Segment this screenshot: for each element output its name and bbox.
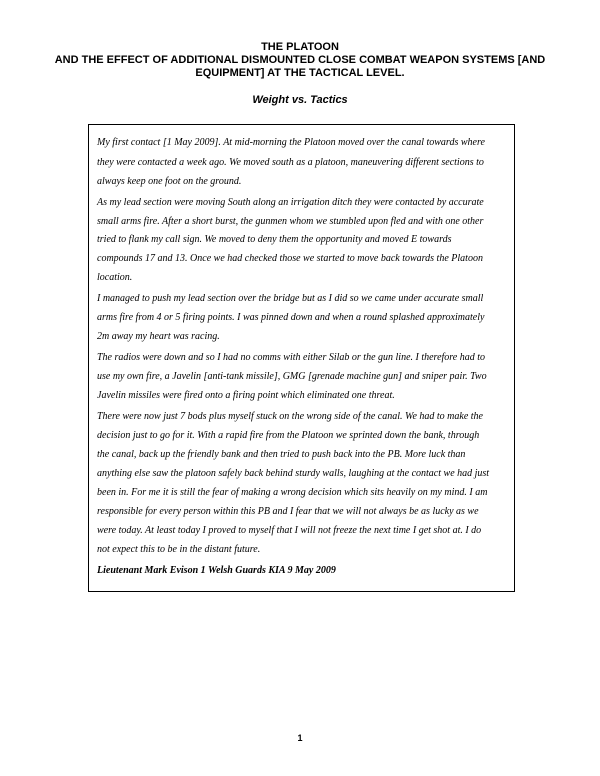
quote-line: There were now just 7 bods plus myself stuck on the wrong side of the canal. We had to make the — [97, 411, 483, 422]
document-subtitle: Weight vs. Tactics — [252, 94, 348, 106]
document-title-line-3: EQUIPMENT] AT THE TACTICAL LEVEL. — [195, 67, 405, 79]
signature: Lieutenant Mark Evison 1 Welsh Guards KIA 9 May 2009 — [97, 565, 336, 576]
document-title-line-2: AND THE EFFECT OF ADDITIONAL DISMOUNTED CLOSE COMBAT WEAPON SYSTEMS [AND — [54, 54, 546, 66]
quote-line: tried to flank my call sign. We moved to deny them the opportunity and moved E towards — [97, 234, 452, 245]
quote-line: decision just to go for it. With a rapid fire from the Platoon we sprinted down the bank, through — [97, 430, 480, 441]
quote-line: My first contact [1 May 2009]. At mid-morning the Platoon moved over the canal towards where — [97, 137, 485, 148]
quote-line: not expect this to be in the distant future. — [97, 544, 261, 555]
quote-line: responsible for every person within this PB and I fear that we will not always be as lucky as we — [97, 506, 479, 517]
document-title-line-1: THE PLATOON — [261, 41, 339, 53]
quote-line: compounds 17 and 13. Once we had checked those we started to move back towards the Platoon — [97, 253, 483, 264]
quote-line: been in. For me it is still the fear of making a wrong decision which sits heavily on my mind. I am — [97, 487, 488, 498]
quote-line: As my lead section were moving South along an irrigation ditch they were contacted by accurate — [97, 197, 484, 208]
quote-line: location. — [97, 272, 133, 283]
quote-line: The radios were down and so I had no comms with either Silab or the gun line. I therefore had to — [97, 352, 486, 363]
page-number: 1 — [297, 733, 303, 743]
quote-line: the canal, back up the friendly bank and then tried to push back into the PB. More luck than — [97, 449, 466, 460]
quote-line: they were contacted a week ago. We moved south as a platoon, maneuvering different sections to — [97, 157, 484, 168]
quote-line: always keep one foot on the ground. — [97, 176, 242, 187]
quote-line: anything else saw the platoon safely back behind sturdy walls, laughing at the contact we had just — [97, 468, 490, 479]
quote-line: Javelin missiles were fired onto a firing point which eliminated one threat. — [97, 390, 395, 401]
quote-line: were today. At least today I proved to myself that I will not freeze the next time I get shot at. I do — [97, 525, 482, 536]
quote-line: I managed to push my lead section over the bridge but as I did so we came under accurate small — [97, 293, 484, 304]
quote-line: use my own fire, a Javelin [anti-tank missile], GMG [grenade machine gun] and sniper pair. Two — [97, 371, 487, 382]
quote-line: small arms fire. After a short burst, the gunmen whom we stumbled upon fled and with one other — [97, 216, 484, 227]
quote-line: arms fire from 4 or 5 firing points. I was pinned down and when a round splashed approximately — [97, 312, 485, 323]
quote-line: 2m away my heart was racing. — [97, 331, 220, 342]
